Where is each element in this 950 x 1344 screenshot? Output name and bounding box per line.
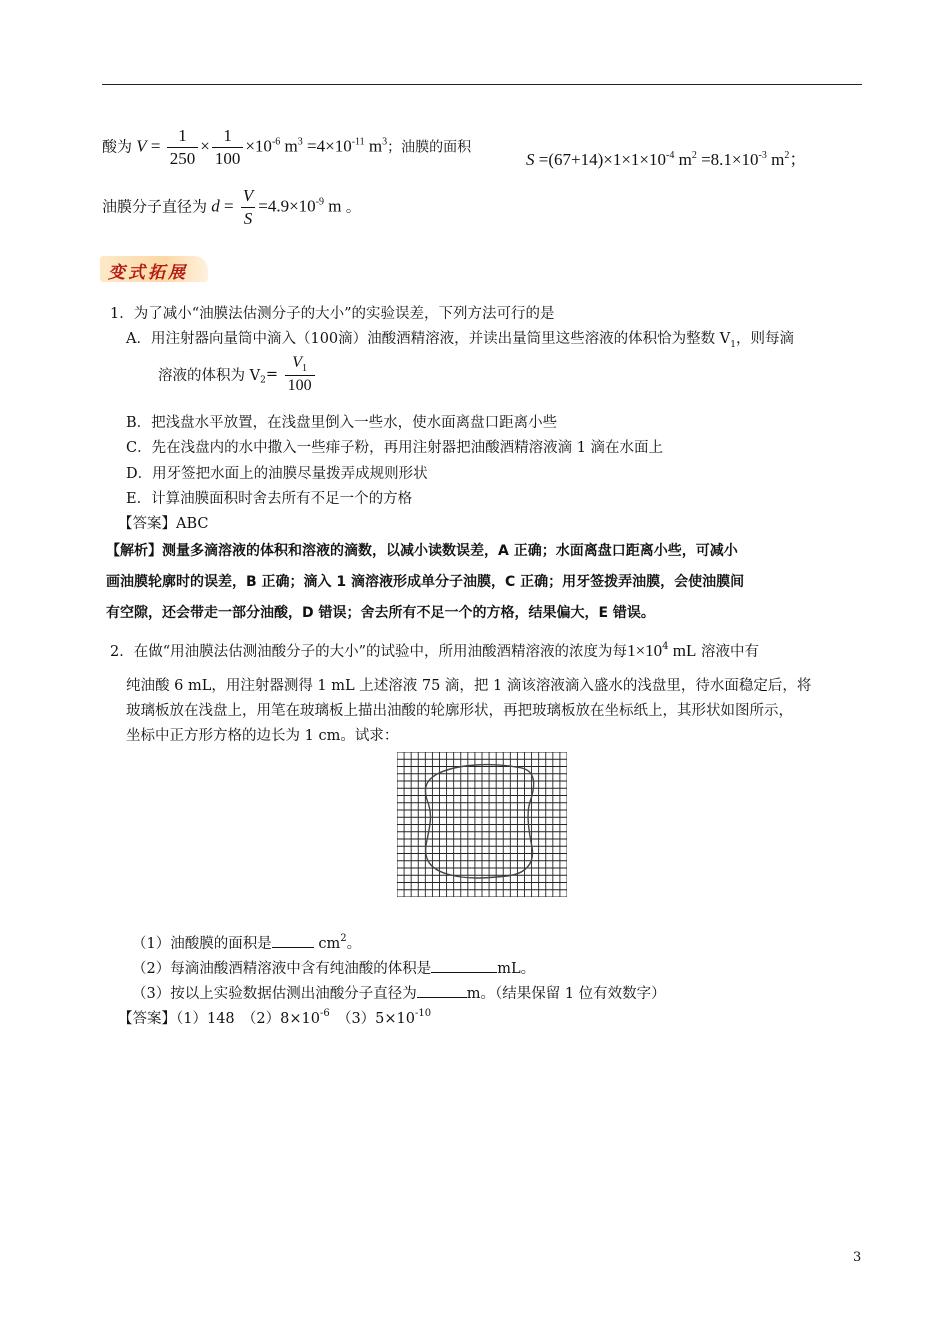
q1-analysis-line-1: 【解析】测量多滴溶液的体积和溶液的滴数，以减小读数误差，A 正确；水面离盘口距离小些，可减小: [106, 543, 738, 559]
q2-sub-2: （2）每滴油酸酒精溶液中含有纯油酸的体积是 mL。: [132, 957, 535, 978]
formula-line-2: 油膜分子直径为 d = $\frac{V}{S}$ $=4.9\times 10^{-9}$ m 。: [102, 186, 361, 228]
q1-option-d: D．用牙签把水面上的油膜尽量拨弄成规则形状: [126, 466, 428, 482]
q1-option-c: C．先在浅盘内的水中撒入一些痱子粉，再用注射器把油酸酒精溶液滴 1 滴在水面上: [126, 440, 664, 456]
q1-stem: 1．为了减小“油膜法估测分子的大小”的实验误差，下列方法可行的是: [110, 306, 555, 322]
q1-option-a-volume: 溶液的体积为 $V_2=$ $\frac{V_1}{100}$: [158, 354, 317, 395]
fraction-v-over-s: $\frac{V}{S}$: [240, 186, 256, 229]
q1-analysis-line-2: 画油膜轮廓时的误差，B 正确；滴入 1 滴溶液形成单分子油膜，C 正确；用牙签拨弄油膜，会使油膜间: [106, 574, 745, 590]
formula-line-1: 酸为 V = $\frac{1}{250}$ × $\frac{1}{100}$ $\times 10^{-6}$ $m^3 =4\times 10^{-11}$ $m^3$；油膜的面积: [102, 126, 472, 168]
q2-stem-line-1: 2．在做“用油膜法估测油酸分子的大小”的试验中，所用油酸酒精溶液的浓度为每$1\times 10^4$ mL 溶液中有: [110, 641, 759, 660]
answer-blank-2[interactable]: [431, 958, 497, 973]
grid-paper: [397, 752, 567, 897]
q2-sub-1: （1）油酸膜的面积是 $cm^2$。: [132, 933, 362, 952]
q1-option-e: E．计算油膜面积时舍去所有不足一个的方格: [126, 491, 413, 507]
banner-label: 变式拓展: [108, 263, 188, 283]
q2-stem-line-3: 玻璃板放在浅盘上，用笔在玻璃板上描出油酸的轮廓形状，再把玻璃板放在坐标纸上，其形状如图所示，: [126, 703, 793, 719]
q2-answer: 【答案】（1）148 $(2)8\times 10^{-6}$ $(3)5\times 10^{-10}$: [118, 1008, 432, 1027]
header-rule: [102, 84, 862, 85]
page-number: 3: [853, 1250, 862, 1265]
q2-stem-line-2: 纯油酸 6 mL，用注射器测得 1 mL 上述溶液 75 滴，把 1 滴该溶液滴入盛水的浅盘里，待水面稳定后，将: [126, 678, 812, 694]
answer-blank-1[interactable]: [272, 933, 314, 948]
fraction-v1-over-100: $\frac{V_1}{100}$: [285, 354, 315, 395]
q1-analysis-line-3: 有空隙，还会带走一部分油酸，D 错误；舍去所有不足一个的方格，结果偏大，E 错误。: [106, 605, 655, 621]
q1-option-b: B．把浅盘水平放置，在浅盘里倒入一些水，使水面离盘口距离小些: [126, 415, 558, 431]
q2-sub-3: （3）按以上实验数据估测出油酸分子直径为 m。（结果保留 1 位有效数字）: [132, 982, 666, 1003]
q1-answer: 【答案】ABC: [118, 516, 209, 532]
fraction-1-100: $\frac{1}{100}$: [212, 126, 244, 169]
q1-option-a: A．用注射器向量筒中滴入（100滴）油酸酒精溶液，并读出量筒里这些溶液的体积恰为整数 $V_1$，则每滴: [126, 331, 794, 350]
oil-film-grid-figure: [397, 752, 567, 897]
q2-stem-line-4: 坐标中正方形方格的边长为 1 cm。试求：: [126, 728, 399, 744]
fraction-1-250: $\frac{1}{250}$: [167, 126, 199, 169]
formula-area: $S =(67+14)\times 1\times 1\times 10^{-4}$ $m^2 =8.1\times 10^{-3}$ $m^2$；: [526, 150, 807, 169]
answer-blank-3[interactable]: [417, 983, 467, 998]
section-banner: [100, 256, 208, 282]
